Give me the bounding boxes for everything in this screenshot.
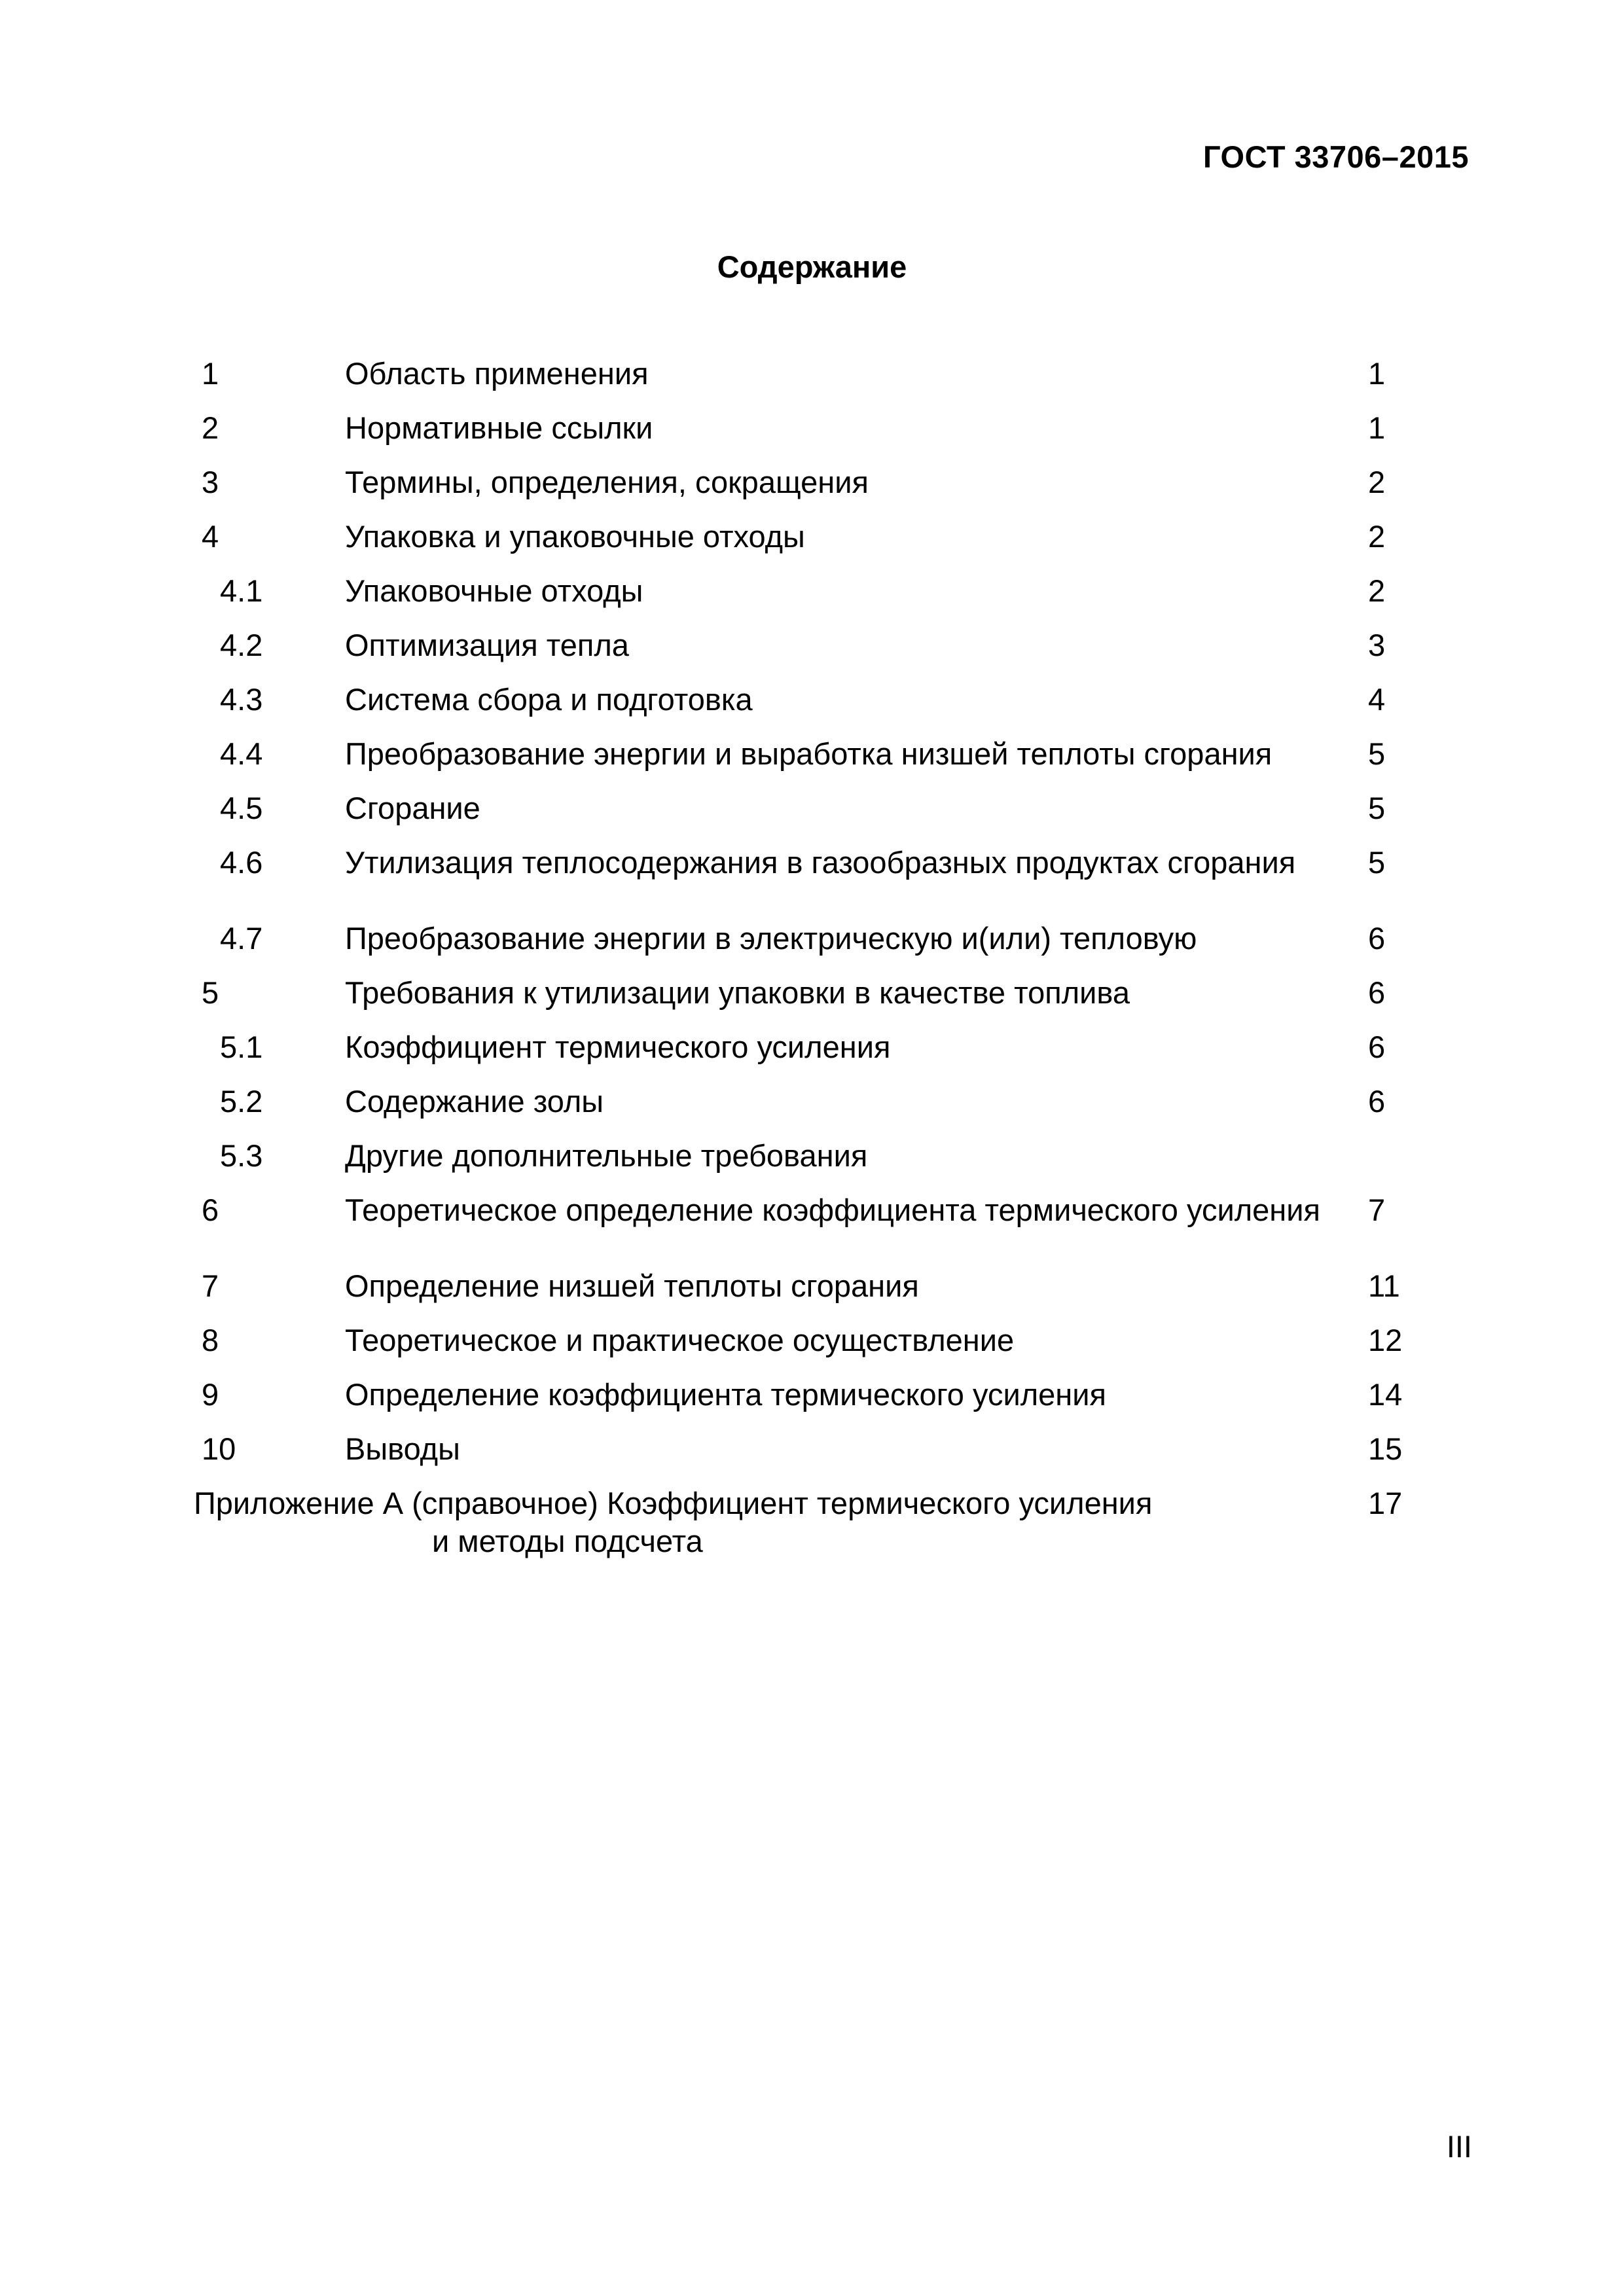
toc-entry-title: Выводы	[345, 1431, 460, 1466]
toc-entry-title: Определение низшей теплоты сгорания	[345, 1268, 919, 1303]
toc-entry-number: 4	[202, 519, 219, 554]
toc-entry-2	[0, 409, 1624, 463]
toc-entry-title: Преобразование энергии и выработка низшей теплоты сгорания	[345, 736, 1272, 771]
toc-entry-number: 4.3	[220, 682, 263, 717]
toc-entry-page: 6	[1368, 921, 1386, 956]
toc-entry-9	[0, 1376, 1624, 1430]
toc-entry-title: Нормативные ссылки	[345, 410, 653, 445]
toc-entry-title: Область применения	[345, 356, 649, 391]
toc-entry-number: 2	[202, 410, 219, 445]
toc-entry-page: 14	[1368, 1377, 1403, 1412]
toc-entry-page: 5	[1368, 845, 1386, 880]
toc-entry-title: Упаковочные отходы	[345, 573, 643, 608]
toc-entry-number: 4.6	[220, 845, 263, 880]
toc-entry-8	[0, 1321, 1624, 1376]
toc-entry-number: 6	[202, 1193, 219, 1227]
toc-entry-number: 10	[202, 1431, 236, 1466]
toc-entry-number: 5.2	[220, 1084, 263, 1119]
toc-entry-4-5	[0, 789, 1624, 844]
toc-entry-number: 9	[202, 1377, 219, 1412]
toc-entry-3	[0, 463, 1624, 518]
toc-entry-5-1	[0, 1028, 1624, 1083]
toc-entry-title: Теоретическое определение коэффициента термического усиления	[345, 1193, 1320, 1227]
toc-entry-5	[0, 974, 1624, 1028]
toc-entry-title: Оптимизация тепла	[345, 628, 629, 662]
toc-entry-title: Содержание золы	[345, 1084, 604, 1119]
appendix-title-line2: и методы подсчета	[432, 1524, 703, 1558]
toc-entry-title: Коэффициент термического усиления	[345, 1030, 891, 1064]
toc-entry-title: Система сбора и подготовка	[345, 682, 753, 717]
toc-entry-7	[0, 1267, 1624, 1321]
toc-entry-title: Другие дополнительные требования	[345, 1138, 868, 1173]
toc-entry-4-4	[0, 735, 1624, 789]
toc-entry-4-2	[0, 626, 1624, 681]
toc-entry-page: 5	[1368, 736, 1386, 771]
toc-entry-number: 1	[202, 356, 219, 391]
toc-entry-page: 6	[1368, 1030, 1386, 1064]
toc-entry-number: 5.3	[220, 1138, 263, 1173]
toc-entry-number: 5.1	[220, 1030, 263, 1064]
toc-heading: Содержание	[717, 249, 907, 284]
toc-entry-4	[0, 518, 1624, 572]
toc-entry-4-7	[0, 920, 1624, 974]
toc-entry-page: 4	[1368, 682, 1386, 717]
table-of-contents	[0, 355, 1624, 1570]
toc-entry-title: Упаковка и упаковочные отходы	[345, 519, 805, 554]
toc-entry-10	[0, 1430, 1624, 1484]
toc-entry-number: 3	[202, 465, 219, 499]
toc-entry-4-1	[0, 572, 1624, 626]
toc-entry-4-3	[0, 681, 1624, 735]
toc-entry-title: Требования к утилизации упаковки в качестве топлива	[345, 975, 1130, 1010]
toc-entry-page: 2	[1368, 573, 1386, 608]
toc-entry-page: 3	[1368, 628, 1386, 662]
toc-entry-page: 11	[1368, 1268, 1400, 1303]
toc-entry-number: 5	[202, 975, 219, 1010]
toc-entry-appendix-a	[0, 1484, 1624, 1570]
toc-entry-page: 15	[1368, 1431, 1403, 1466]
toc-entry-page: 5	[1368, 791, 1386, 825]
toc-entry-1	[0, 355, 1624, 409]
toc-entry-number: 4.5	[220, 791, 263, 825]
toc-entry-number: 4.4	[220, 736, 263, 771]
toc-entry-page: 1	[1368, 356, 1386, 391]
toc-entry-5-2	[0, 1083, 1624, 1137]
toc-entry-title: Утилизация теплосодержания в газообразных продуктах сгорания	[345, 845, 1296, 880]
toc-entry-title: Определение коэффициента термического усиления	[345, 1377, 1106, 1412]
toc-entry-title: Теоретическое и практическое осуществление	[345, 1323, 1015, 1357]
appendix-title-line1: Приложение А (справочное) Коэффициент термического усиления	[194, 1486, 1153, 1520]
toc-entry-page: 12	[1368, 1323, 1403, 1357]
toc-entry-page: 6	[1368, 1084, 1386, 1119]
toc-entry-number: 4.1	[220, 573, 263, 608]
toc-entry-title: Термины, определения, сокращения	[345, 465, 869, 499]
toc-entry-page: 7	[1368, 1193, 1386, 1227]
toc-entry-page: 17	[1368, 1486, 1403, 1520]
toc-entry-page: 1	[1368, 410, 1386, 445]
toc-entry-page: 6	[1368, 975, 1386, 1010]
toc-entry-number: 4.7	[220, 921, 263, 956]
toc-entry-page: 2	[1368, 465, 1386, 499]
toc-entry-5-3	[0, 1137, 1624, 1191]
toc-entry-page: 2	[1368, 519, 1386, 554]
toc-entry-number: 4.2	[220, 628, 263, 662]
toc-entry-number: 8	[202, 1323, 219, 1357]
toc-entry-4-6	[0, 844, 1624, 920]
page-number: III	[1446, 2129, 1472, 2164]
document-code: ГОСТ 33706–2015	[1202, 139, 1469, 174]
toc-entry-number: 7	[202, 1268, 219, 1303]
toc-entry-title: Преобразование энергии в электрическую и(или) тепловую	[345, 921, 1197, 956]
toc-entry-6	[0, 1191, 1624, 1267]
toc-entry-title: Сгорание	[345, 791, 480, 825]
